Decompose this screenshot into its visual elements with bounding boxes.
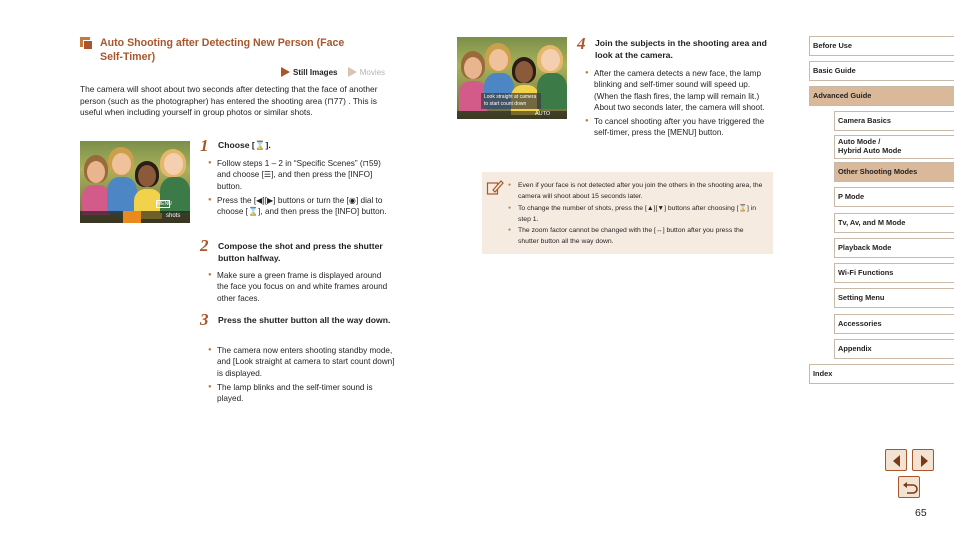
step-bullets: [208, 158, 388, 220]
nav-other-shooting-modes[interactable]: Other Shooting Modes: [834, 162, 954, 182]
play-triangle-icon: [281, 67, 290, 77]
list-item: ● After the camera detects a new face, the lamp blinking and self-timer sound will speed up. (When the flash fires, the lamp will remain lit.) About two seconds later, the camera will shoot.: [585, 68, 775, 113]
nav-index[interactable]: Index: [809, 364, 954, 384]
camera-screen-photo: [457, 37, 567, 119]
nav-auto-mode[interactable]: [834, 135, 954, 159]
step-title: Choose [⌛].: [218, 140, 271, 150]
page-title: Auto Shooting after Detecting New Person (Face Self-Timer): [100, 37, 345, 63]
list-item: ● To change the number of shots, press the [▲][▼] buttons after choosing [⌛] in step 1.: [508, 203, 766, 226]
nav-setting-menu[interactable]: Setting Menu: [834, 288, 954, 308]
return-button[interactable]: [898, 476, 920, 498]
step-title: Join the subjects in the shooting area and look at the camera.: [595, 38, 767, 60]
countdown-message: Look straight at camera to start count down: [481, 93, 541, 109]
nav-playback-mode[interactable]: Playback Mode: [834, 238, 954, 258]
previous-page-button[interactable]: [885, 449, 907, 471]
step-bullets: [208, 270, 388, 307]
list-item: ● The camera now enters shooting standby mode, and [Look straight at camera to start count down] is displayed.: [208, 345, 398, 379]
step-bullets: [208, 345, 398, 407]
mode-indicator: [281, 67, 385, 79]
step-number: 2: [200, 236, 209, 255]
section-icon: [80, 37, 93, 50]
return-arrow-icon: [899, 477, 921, 499]
intro-paragraph: The camera will shoot about two seconds after detecting that the face of another person (such as the photographer) has entered the shooting area (⊓77) . This is useful when including yourself in group photos or similar shots.: [80, 84, 378, 117]
nav-basic-guide[interactable]: Basic Guide: [809, 61, 954, 81]
arrow-left-icon: [886, 450, 908, 472]
step-title: Compose the shot and press the shutter button halfway.: [218, 241, 383, 263]
next-page-button[interactable]: [912, 449, 934, 471]
note-list: [508, 180, 766, 248]
nav-before-use[interactable]: Before Use: [809, 36, 954, 56]
nav-advanced-guide[interactable]: Advanced Guide: [809, 86, 954, 106]
list-item: ● Even if your face is not detected after you join the others in the shooting area, the camera will shoot about 15 seconds later.: [508, 180, 766, 203]
mode-still-images: Still Images: [293, 68, 338, 77]
step-number: 1: [200, 136, 209, 155]
nav-appendix[interactable]: Appendix: [834, 339, 954, 359]
list-item: ● The zoom factor cannot be changed with the [↔] button after you press the shutter button all the way down.: [508, 225, 766, 248]
mode-movies: Movies: [359, 68, 386, 77]
list-item: ● Follow steps 1 – 2 in “Specific Scenes” (⊓59) and choose [☰], and then press the [INFO] button.: [208, 158, 388, 192]
nav-wifi-functions[interactable]: Wi-Fi Functions: [834, 263, 954, 283]
list-item: ● Make sure a green frame is displayed around the face you focus on and white frames around other faces.: [208, 270, 388, 304]
step-number: 4: [577, 34, 586, 53]
list-item: ● To cancel shooting after you have triggered the self-timer, press the [MENU] button.: [585, 116, 775, 139]
arrow-right-icon: [913, 450, 935, 472]
note-box: [482, 172, 773, 254]
nav-camera-basics[interactable]: Camera Basics: [834, 111, 954, 131]
nav-p-mode[interactable]: P Mode: [834, 187, 954, 207]
list-item: ● The lamp blinks and the self-timer sound is played.: [208, 382, 398, 405]
nav-label: Hybrid Auto Mode: [838, 146, 902, 155]
step-bullets: [585, 68, 775, 142]
step-title: Press the shutter button all the way down.: [218, 315, 391, 325]
nav-tv-av-m-mode[interactable]: Tv, Av, and M Mode: [834, 213, 954, 233]
step-number: 3: [200, 310, 209, 329]
page-number: 65: [915, 507, 927, 519]
menu-badge: MENU: [157, 201, 172, 207]
list-item: ● Press the [◀][▶] buttons or turn the [◉] dial to choose [⌛], and then press the [INFO] button.: [208, 195, 388, 218]
pencil-note-icon: [486, 178, 504, 196]
play-triangle-icon: [348, 67, 357, 77]
shots-label: shots: [166, 213, 181, 219]
camera-screen-photo: [80, 141, 190, 223]
mode-label: AUTO: [535, 111, 551, 117]
nav-accessories[interactable]: Accessories: [834, 314, 954, 334]
nav-label: Auto Mode /: [838, 137, 881, 147]
